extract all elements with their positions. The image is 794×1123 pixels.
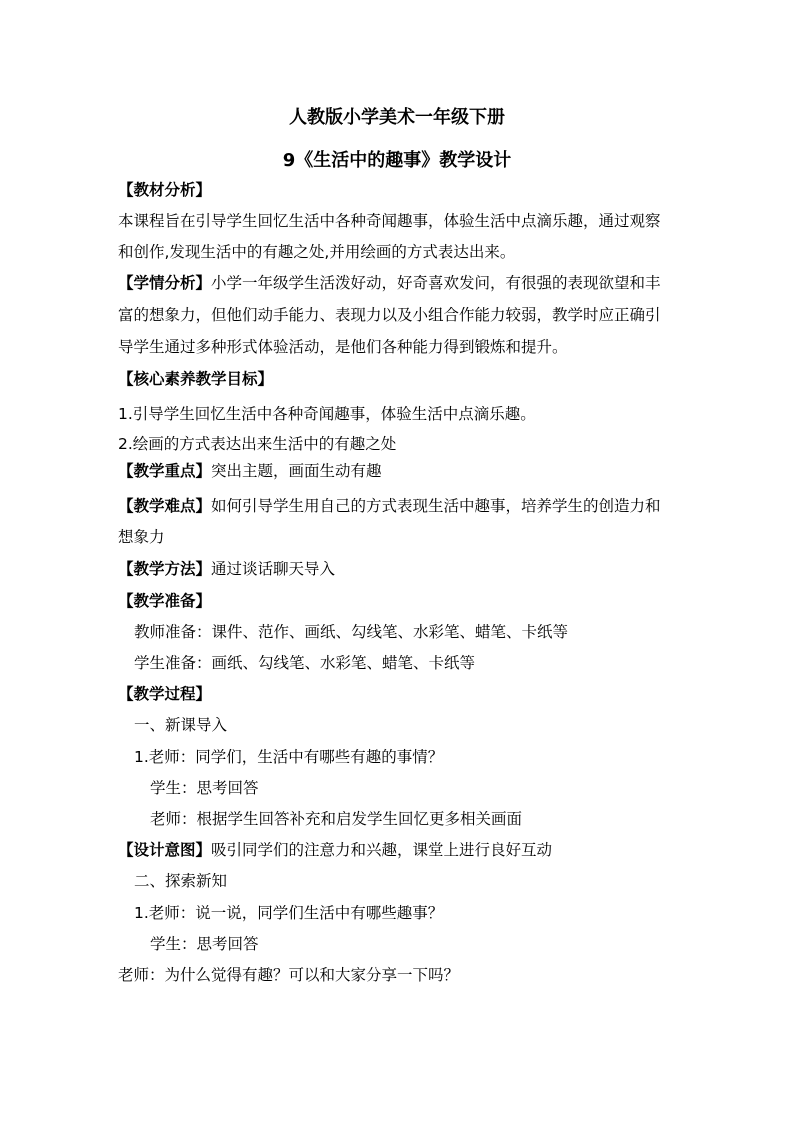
section-2-question: 1.老师：说一说，同学们生活中有哪些趣事？ <box>134 904 444 922</box>
design-intent-line <box>118 840 552 860</box>
learner-analysis-line-1 <box>118 273 661 293</box>
section-1-teacher: 老师：根据学生回答补充和启发学生回忆更多相关画面 <box>150 810 523 828</box>
textbook-analysis-line-2: 和创作,发现生活中的有趣之处,并用绘画的方式表达出来。 <box>118 243 516 261</box>
goal-item-2: 2.绘画的方式表达出来生活中的有趣之处 <box>118 435 397 453</box>
design-intent-text: 吸引同学们的注意力和兴趣，课堂上进行良好互动 <box>211 841 553 859</box>
learner-analysis-line-3: 导学生通过多种形式体验活动，是他们各种能力得到锻炼和提升。 <box>118 338 568 356</box>
section-1-title: 一、新课导入 <box>134 716 228 734</box>
heading-method: 【教学方法】 <box>118 560 212 578</box>
heading-textbook-analysis: 【教材分析】 <box>118 181 212 199</box>
method-line <box>118 559 335 579</box>
heading-design-intent: 【设计意图】 <box>118 841 212 859</box>
section-1-question: 1.老师：同学们，生活中有哪些有趣的事情？ <box>134 748 444 766</box>
heading-core-goals: 【核心素养教学目标】 <box>118 370 274 388</box>
section-2-student: 学生：思考回答 <box>150 935 259 953</box>
heading-key-point: 【教学重点】 <box>118 462 212 480</box>
doc-title: 人教版小学美术一年级下册 <box>289 107 505 128</box>
goal-item-1: 1.引导学生回忆生活中各种奇闻趣事，体验生活中点滴乐趣。 <box>118 405 536 423</box>
section-2-title: 二、探索新知 <box>134 872 228 890</box>
difficulty-line-1 <box>118 496 661 516</box>
key-point-line <box>118 461 382 481</box>
learner-analysis-text: 小学一年级学生活泼好动，好奇喜欢发问，有很强的表现欲望和丰 <box>211 274 661 292</box>
teacher-preparation: 教师准备：课件、范作、画纸、勾线笔、水彩笔、蜡笔、卡纸等 <box>134 623 569 641</box>
heading-process: 【教学过程】 <box>118 685 212 703</box>
heading-preparation: 【教学准备】 <box>118 592 212 610</box>
difficulty-text: 如何引导学生用自己的方式表现生活中趣事，培养学生的创造力和 <box>211 497 661 515</box>
key-point-text: 突出主题，画面生动有趣 <box>211 462 382 480</box>
section-1-student: 学生：思考回答 <box>150 779 259 797</box>
learner-analysis-line-2: 富的想象力，但他们动手能力、表现力以及小组合作能力较弱，教学时应正确引 <box>118 306 661 324</box>
textbook-analysis-line-1: 本课程旨在引导学生回忆生活中各种奇闻趣事，体验生活中点滴乐趣，通过观察 <box>118 212 661 230</box>
section-2-teacher: 老师：为什么觉得有趣？可以和大家分享一下吗？ <box>118 966 460 984</box>
student-preparation: 学生准备：画纸、勾线笔、水彩笔、蜡笔、卡纸等 <box>134 654 476 672</box>
doc-subtitle: 9《生活中的趣事》教学设计 <box>282 150 512 171</box>
heading-learner-analysis: 【学情分析】 <box>118 274 212 292</box>
difficulty-line-2: 想象力 <box>118 528 165 546</box>
heading-difficulty: 【教学难点】 <box>118 497 212 515</box>
method-text: 通过谈话聊天导入 <box>211 560 336 578</box>
